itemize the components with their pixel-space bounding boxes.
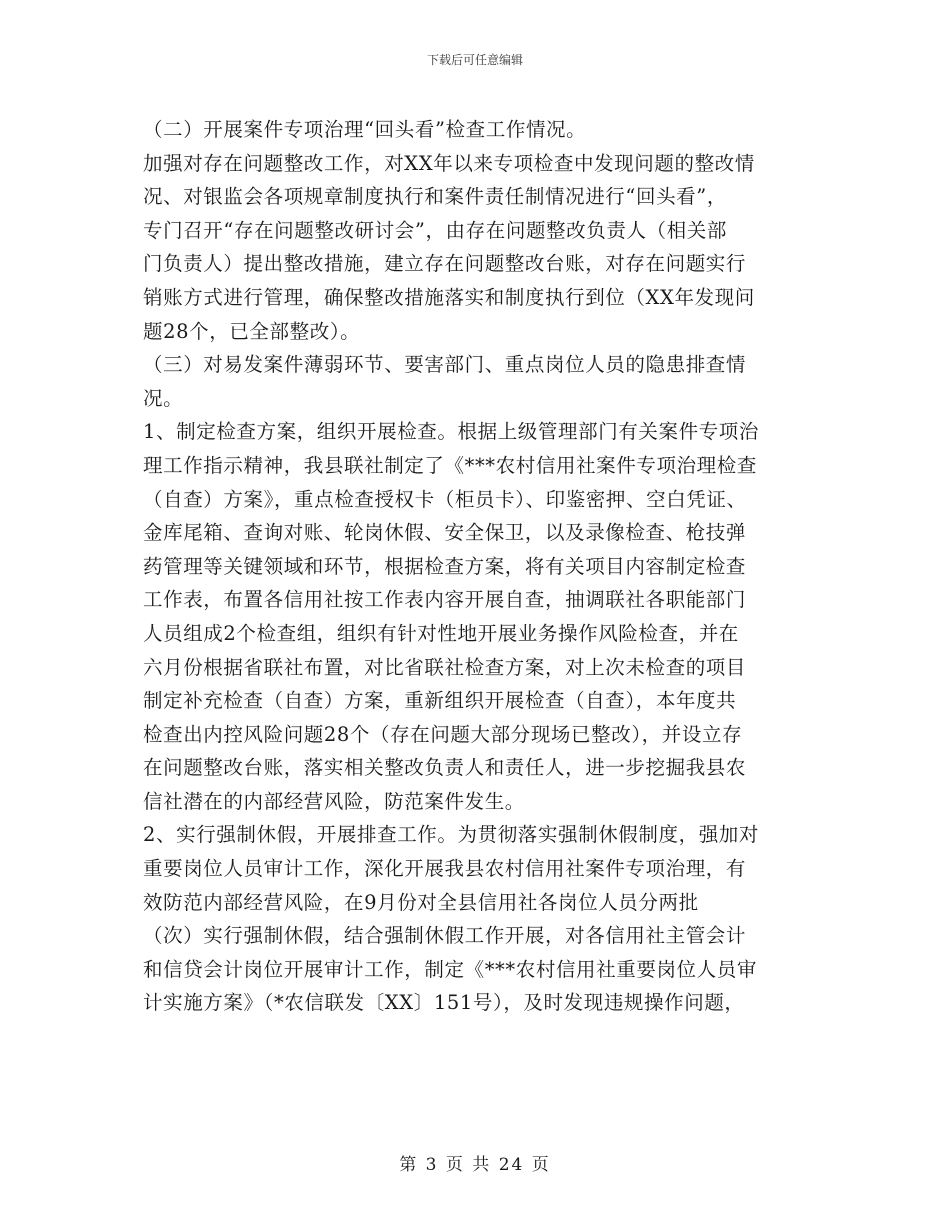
text-line: 药管理等关键领域和环节，根据检查方案，将有关项目内容制定检查 [143, 554, 747, 578]
text-line: （次）实行强制休假，结合强制休假工作开展，对各信用社主管会计 [143, 924, 747, 948]
text-line: 况。 [143, 386, 184, 410]
text-line: 工作表，布置各信用社按工作表内容开展自查，抽调联社各职能部门 [143, 588, 747, 612]
text-line: 人员组成2个检查组，组织有针对性地开展业务操作风险检查，并在 [143, 621, 739, 645]
text-line: 门负责人）提出整改措施，建立存在问题整改台账，对存在问题实行 [143, 252, 747, 276]
text-line: 金库尾箱、查询对账、轮岗休假、安全保卫，以及录像检查、枪技弹 [143, 521, 747, 545]
text-line: （三）对易发案件薄弱环节、要害部门、重点岗位人员的隐患排查情 [143, 353, 747, 377]
page-number: 第 3 页 共 24 页 [399, 1155, 551, 1175]
text-line: 制定补充检查（自查）方案，重新组织开展检查（自查），本年度共 [143, 689, 737, 713]
text-line: 在问题整改台账，落实相关整改负责人和责任人，进一步挖掘我县农 [143, 756, 747, 780]
text-line: 和信贷会计岗位开展审计工作，制定《***农村信用社重要岗位人员审 [143, 957, 757, 981]
text-line: 六月份根据省联社布置，对比省联社检查方案，对上次未检查的项目 [143, 655, 747, 679]
text-line: （二）开展案件专项治理“回头看”检查工作情况。 [143, 118, 587, 141]
text-line: （自查）方案》，重点检查授权卡（柜员卡）、印鉴密押、空白凭证、 [143, 487, 747, 511]
text-line: 信社潜在的内部经营风险，防范案件发生。 [143, 789, 525, 813]
text-line: 题28个，已全部整改）。 [143, 319, 361, 343]
text-line: 检查出内控风险问题28个（存在问题大部分现场已整改），并设立存 [143, 722, 743, 746]
text-line: 效防范内部经营风险，在9月份对全县信用社各岗位人员分两批 [143, 890, 699, 914]
text-line: 销账方式进行管理，确保整改措施落实和制度执行到位（XX年发现问 [143, 285, 755, 309]
text-line: 计实施方案》（*农信联发〔XX〕151号），及时发现违规操作问题， [143, 991, 745, 1015]
page-header: 下载后可任意编辑 [426, 53, 523, 67]
text-line: 况、对银监会各项规章制度执行和案件责任制情况进行“回头看”， [143, 185, 727, 209]
document-body [143, 113, 815, 1020]
text-line: 2、实行强制休假，开展排查工作。为贯彻落实强制休假制度，强加对 [143, 823, 760, 847]
text-line: 重要岗位人员审计工作，深化开展我县农村信用社案件专项治理，有 [143, 857, 747, 881]
text-line: 1、制定检查方案，组织开展检查。根据上级管理部门有关案件专项治 [143, 420, 760, 444]
text-line: 加强对存在问题整改工作，对XX年以来专项检查中发现问题的整改情 [143, 151, 755, 175]
text-line: 理工作指示精神，我县联社制定了《***农村信用社案件专项治理检查 [143, 453, 757, 477]
text-line: 专门召开“存在问题整改研讨会”，由存在问题整改负责人（相关部 [143, 218, 727, 242]
